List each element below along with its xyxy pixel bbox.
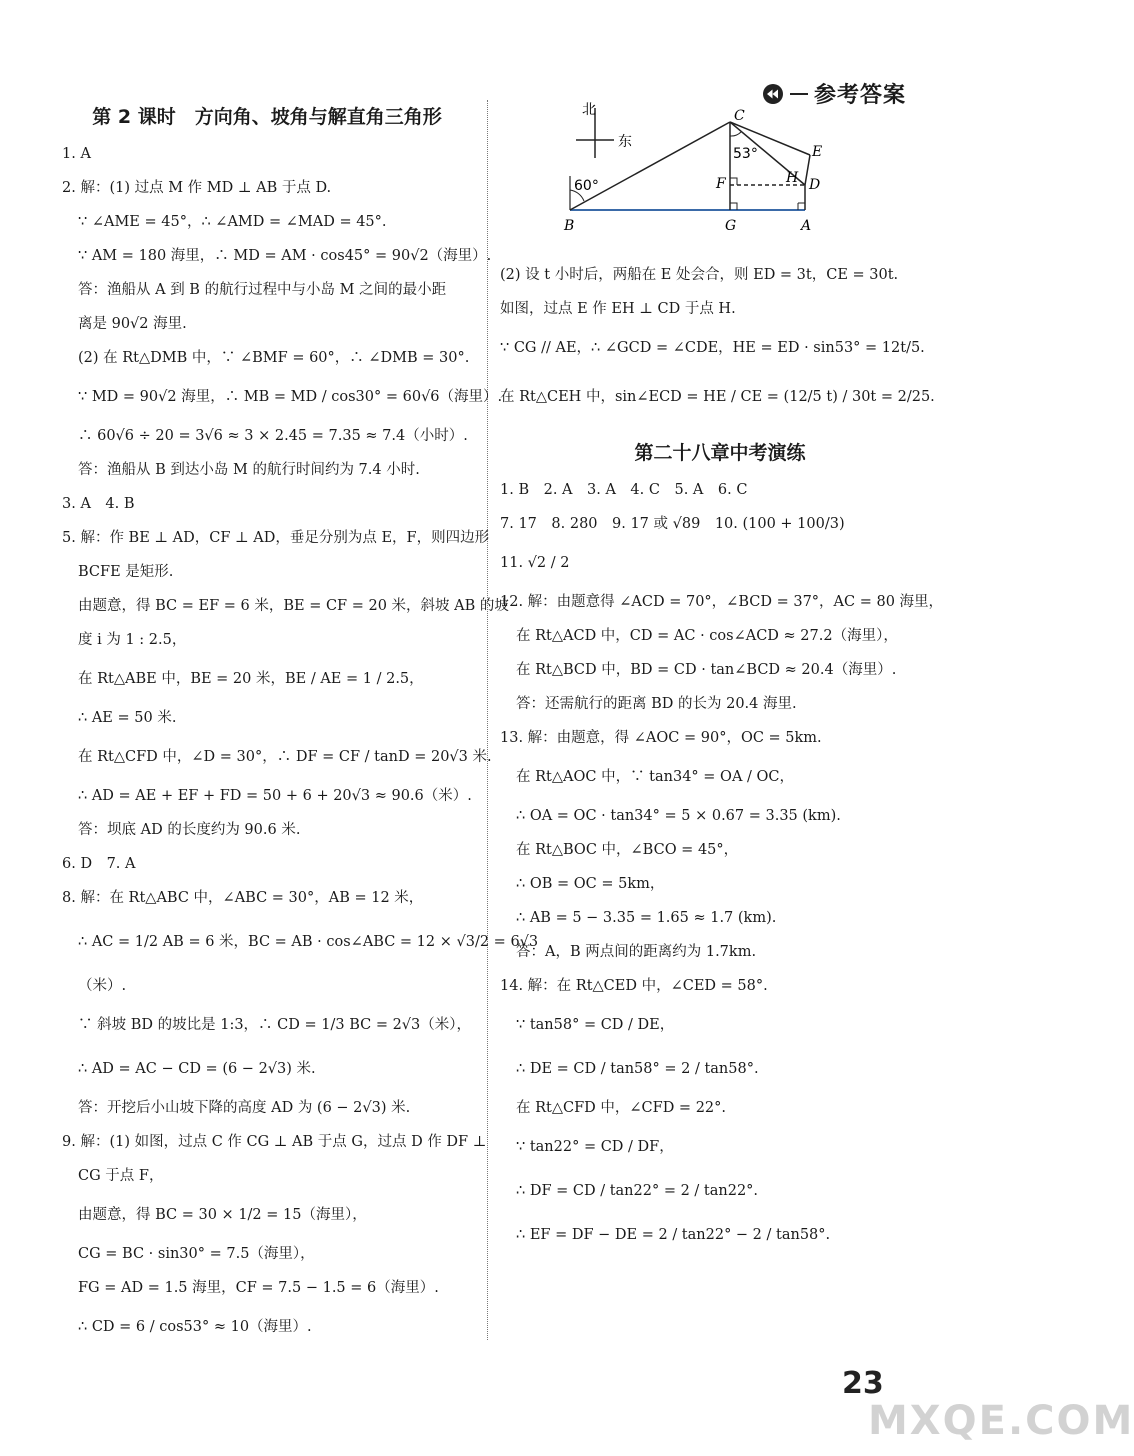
answer-line: 在 Rt△ACD 中，CD = AC · cos∠ACD ≈ 27.2（海里），	[516, 628, 898, 644]
answer-line: 答：渔船从 B 到达小岛 M 的航行时间约为 7.4 小时.	[78, 462, 420, 478]
answer-line: CG 于点 F，	[78, 1168, 164, 1184]
page-number: 23	[842, 1366, 884, 1401]
answer-line: 度 i 为 1 : 2.5，	[78, 632, 187, 648]
point-d-label: D	[809, 177, 821, 193]
answer-line: 答：渔船从 A 到 B 的航行过程中与小岛 M 之间的最小距	[78, 282, 447, 298]
point-a-label: A	[801, 218, 812, 234]
answer-line: 1. B 2. A 3. A 4. C 5. A 6. C	[500, 482, 748, 498]
answer-line: ∵ tan22° = CD / DF，	[516, 1139, 674, 1155]
answer-line: （米）.	[78, 978, 127, 994]
answer-line: ∴ AD = AE + EF + FD = 50 + 6 + 20√3 ≈ 90.6（米）.	[78, 788, 472, 804]
answer-line: ∵ ∠AME = 45°，∴ ∠AMD = ∠MAD = 45°.	[78, 214, 387, 230]
watermark: MXQE.COM	[868, 1398, 1134, 1444]
answer-line: (2) 设 t 小时后，两船在 E 处会合，则 ED = 3t，CE = 30t.	[500, 267, 899, 283]
answer-line: 答：A，B 两点间的距离约为 1.7km.	[516, 944, 757, 960]
answer-line: ∵ 斜坡 BD 的坡比是 1:3，∴ CD = 1/3 BC = 2√3（米），	[78, 1017, 472, 1033]
answer-line: ∴ AE = 50 米.	[78, 710, 177, 726]
answer-line: ∵ MD = 90√2 海里，∴ MB = MD / cos30° = 60√6（海里）.	[78, 389, 503, 405]
answer-line: 2. 解：(1) 过点 M 作 MD ⊥ AB 于点 D.	[62, 180, 332, 196]
answer-line: FG = AD = 1.5 海里，CF = 7.5 − 1.5 = 6（海里）.	[78, 1280, 439, 1296]
answer-line: 8. 解：在 Rt△ABC 中，∠ABC = 30°，AB = 12 米，	[62, 890, 424, 906]
point-f-label: F	[716, 176, 726, 192]
answer-line: ∴ AB = 5 − 3.35 = 1.65 ≈ 1.7 (km).	[516, 910, 777, 926]
answer-line: ∴ EF = DF − DE = 2 / tan22° − 2 / tan58°.	[516, 1227, 831, 1243]
answer-line: 答：还需航行的距离 BD 的长为 20.4 海里.	[516, 696, 797, 712]
answer-line: ∴ DE = CD / tan58° = 2 / tan58°.	[516, 1061, 759, 1077]
answer-line: 在 Rt△BOC 中，∠BCO = 45°，	[516, 842, 739, 858]
point-h-label: H	[786, 170, 799, 186]
answer-line: 答：开挖后小山坡下降的高度 AD 为 (6 − 2√3) 米.	[78, 1100, 411, 1116]
answer-line: ∴ DF = CD / tan22° = 2 / tan22°.	[516, 1183, 759, 1199]
point-c-label: C	[734, 108, 745, 124]
answer-line: 在 Rt△BCD 中，BD = CD · tan∠BCD ≈ 20.4（海里）.	[516, 662, 897, 678]
answer-line: 如图，过点 E 作 EH ⊥ CD 于点 H.	[500, 301, 736, 317]
angle-60-label: 60°	[574, 178, 599, 194]
answer-line: 12. 解：由题意得 ∠ACD = 70°，∠BCD = 37°，AC = 80 海里，	[500, 594, 944, 610]
answer-line: CG = BC · sin30° = 7.5（海里），	[78, 1246, 315, 1262]
column-divider	[487, 100, 488, 1340]
section-title-lesson2: 第 2 课时 方向角、坡角与解直角三角形	[92, 106, 442, 128]
answer-line: 在 Rt△CFD 中，∠CFD = 22°.	[516, 1100, 727, 1116]
answer-line: 在 Rt△AOC 中，∵ tan34° = OA / OC，	[516, 769, 794, 785]
angle-53-label: 53°	[733, 146, 758, 162]
answer-line: 3. A 4. B	[62, 496, 135, 512]
answer-line: ∴ AD = AC − CD = (6 − 2√3) 米.	[78, 1061, 316, 1077]
answer-line: BCFE 是矩形.	[78, 564, 174, 580]
answer-line: 9. 解：(1) 如图，过点 C 作 CG ⊥ AB 于点 G，过点 D 作 DF ⊥	[62, 1134, 487, 1150]
answer-line: ∴ OB = OC = 5km，	[516, 876, 665, 892]
answer-line: 在 Rt△CFD 中，∠D = 30°，∴ DF = CF / tanD = 20√3 米.	[78, 749, 492, 765]
answer-line: 由题意，得 BC = EF = 6 米，BE = CF = 20 米，斜坡 AB 的坡	[78, 598, 509, 614]
answer-line: 1. A	[62, 146, 91, 162]
header-rule	[790, 93, 808, 95]
answer-line: 13. 解：由题意，得 ∠AOC = 90°，OC = 5km.	[500, 730, 822, 746]
answer-line: 11. √2 / 2	[500, 555, 570, 571]
answer-line: 在 Rt△ABE 中，BE = 20 米，BE / AE = 1 / 2.5，	[78, 671, 424, 687]
answer-line: (2) 在 Rt△DMB 中，∵ ∠BMF = 60°，∴ ∠DMB = 30°.	[78, 350, 470, 366]
compass-north-label: 北	[582, 102, 596, 118]
answer-line: ∴ OA = OC · tan34° = 5 × 0.67 = 3.35 (km).	[516, 808, 841, 824]
answer-line: ∵ CG // AE，∴ ∠GCD = ∠CDE，HE = ED · sin53° = 12t/5.	[500, 340, 925, 356]
answer-line: 离是 90√2 海里.	[78, 316, 187, 332]
compass-east-label: 东	[618, 134, 632, 150]
answer-line: 在 Rt△CEH 中，sin∠ECD = HE / CE = (12/5 t) / 30t = 2/25.	[500, 389, 935, 405]
section-title-chapter28: 第二十八章中考演练	[634, 442, 806, 464]
answer-line: ∵ AM = 180 海里，∴ MD = AM · cos45° = 90√2（海里）.	[78, 248, 492, 264]
answer-line: ∴ 60√6 ÷ 20 = 3√6 ≈ 3 × 2.45 = 7.35 ≈ 7.4（小时）.	[78, 428, 468, 444]
answer-line: 5. 解：作 BE ⊥ AD，CF ⊥ AD，垂足分别为点 E，F，则四边形	[62, 530, 490, 546]
answer-line: 由题意，得 BC = 30 × 1/2 = 15（海里），	[78, 1207, 367, 1223]
answer-line: 6. D 7. A	[62, 856, 136, 872]
answer-line: ∴ CD = 6 / cos53° ≈ 10（海里）.	[78, 1319, 312, 1335]
header-title: 参考答案	[814, 83, 907, 108]
answer-line: 7. 17 8. 280 9. 17 或 √89 10. (100 + 100/3)	[500, 516, 845, 532]
right-column	[500, 100, 944, 1257]
answer-line: 14. 解：在 Rt△CED 中，∠CED = 58°.	[500, 978, 768, 994]
point-b-label: B	[564, 218, 575, 234]
geometry-figure	[500, 100, 920, 250]
point-e-label: E	[812, 144, 823, 160]
answer-line: 答：坝底 AD 的长度约为 90.6 米.	[78, 822, 301, 838]
answer-line: ∵ tan58° = CD / DE，	[516, 1017, 675, 1033]
answer-line: ∴ AC = 1/2 AB = 6 米，BC = AB · cos∠ABC = 12 × √3/2 = 6√3	[78, 934, 539, 950]
point-g-label: G	[725, 218, 737, 234]
